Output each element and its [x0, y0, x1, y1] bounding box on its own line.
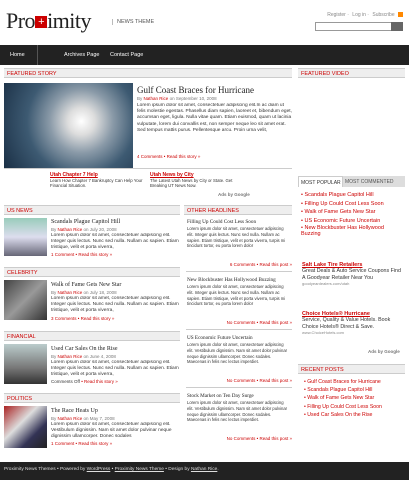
other-title[interactable]: Filling Up Could Cost Less Soon [187, 219, 257, 225]
category-title-politics[interactable]: The Race Heats Up [51, 408, 98, 414]
recent-list [304, 378, 404, 419]
divider [186, 329, 292, 330]
other-links: No Comments • Read this post » [226, 378, 292, 383]
featured-meta: By Nathan Rice on September 10, 2008 [137, 96, 217, 101]
category-links: 3 Comments • Read this story » [51, 316, 115, 321]
register-link[interactable]: Register [327, 12, 346, 18]
sidebar-ad-1[interactable]: Salt Lake Tire Retailers Great Deals & Auto Service Coupons Find A Goodyear Retailer Near You goodyeardealers.com/utah [302, 262, 401, 286]
category-excerpt: Lorem ipsum dolor sit amet, consectetuer adipiscing elit. Integer quis lectus. Nunc sed nulla. Nullam ac sapien. Etiam tristique, velit et porta viverra, [51, 360, 179, 378]
category-image-celebrity[interactable] [4, 280, 47, 320]
category-header-celebrity: CELEBRITY [4, 267, 180, 277]
featured-read-link[interactable]: Read this story » [166, 154, 201, 159]
other-excerpt: Lorem ipsum dolor sit amet, consectetuer adipiscing elit. Vestibulum dignissim. Nam sit amet dolor pulvinar neque dignissim ullamcorper. Donec sodales. Maecenas in felis nec lectus imperdiet. [187, 400, 288, 423]
recent-item[interactable]: • Used Car Sales On the Rise [304, 411, 373, 418]
divider [186, 271, 292, 272]
divider [186, 387, 292, 388]
search-input[interactable] [315, 22, 403, 31]
nav-archives[interactable]: Archives Page [64, 52, 100, 58]
category-meta: By Nathan Rice on July 20, 2008 [51, 227, 117, 232]
category-header-us-news: US NEWS [4, 205, 180, 215]
ad-top-2[interactable]: Utah News by City The Latest Utah News by City or State. Get Breaking UT News Now. [150, 172, 233, 188]
recent-posts-header: RECENT POSTS [298, 364, 405, 374]
search-button[interactable] [391, 22, 403, 31]
category-meta: By Nathan Rice on June 4, 2008 [51, 354, 116, 359]
featured-title[interactable]: Gulf Coast Braces for Hurricane [137, 85, 254, 95]
category-title-celebrity[interactable]: Walk of Fame Gets New Star [51, 282, 122, 288]
popular-item[interactable]: • US Economic Future Uncertain [301, 217, 381, 224]
other-title[interactable]: New Blockbuster Has Hollywood Buzzing [187, 277, 276, 283]
other-excerpt: Lorem ipsum dolor sit amet, consectetuer adipiscing elit. Integer quis lectus. Nunc sed nulla. Nullam ac sapien. Etiam tristique, velit et porta viverra, turpis mi tincidunt tortor, eu porta lorem dolor [187, 284, 286, 307]
category-excerpt: Lorem ipsum dolor sit amet, consectetuer adipiscing elit. Integer quis lectus. Nunc sed nulla. Nullam ac sapien. Etiam tristique, velit et porta viverra, [51, 296, 179, 314]
designer-link[interactable]: Nathan Rice [190, 467, 218, 472]
tab-most-popular[interactable]: MOST POPULAR [298, 176, 343, 187]
category-image-financial[interactable] [4, 344, 47, 384]
recent-item[interactable]: • Gulf Coast Braces for Hurricane [304, 379, 381, 385]
subscribe-link[interactable]: Subscribe [372, 12, 395, 18]
featured-video-header: FEATURED VIDEO [298, 68, 405, 78]
other-title[interactable]: US Economic Future Uncertain [187, 335, 253, 341]
other-headlines-header: OTHER HEADLINES [184, 205, 292, 215]
divider [4, 168, 292, 169]
category-title-financial[interactable]: Used Car Sales On the Rise [51, 346, 118, 352]
featured-comments-link[interactable]: 4 Comments [137, 154, 163, 159]
category-meta: By Nathan Rice on May 7, 2008 [51, 416, 115, 421]
category-image-us-news[interactable] [4, 218, 47, 256]
category-title-us-news[interactable]: Scandals Plague Capitol Hill [51, 219, 121, 225]
logo-text-right: imity [47, 8, 92, 33]
other-excerpt: Lorem ipsum dolor sit amet, consectetuer adipiscing elit. Vestibulum dignissim. Nam sit amet dolor pulvinar neque dignissim ullamcorper. Donec sodales. Maecenas in felis nec lectus imperdiet. [187, 342, 288, 365]
recent-item[interactable]: • Scandals Plague Capitol Hill [304, 387, 373, 394]
other-links: 6 Comments • Read this post » [229, 262, 292, 267]
ads-by-google[interactable]: Ads by Google [218, 192, 250, 197]
other-excerpt: Lorem ipsum dolor sit amet, consectetuer adipiscing elit. Integer quis lectus. Nunc sed nulla. Nullam ac sapien. Etiam tristique, velit et porta viverra, turpis mi tincidunt tortor, eu porta lorem dolor [187, 226, 286, 249]
popular-list [301, 191, 405, 237]
category-image-politics[interactable] [4, 406, 47, 448]
featured-excerpt: Lorem ipsum dolor sit amet, consectetuer adipiscing elit.In ac diam ut felis molestie egestas. Phasellus diam sapien, laoreet et, bibendum eget, accumsan eget, ligula. Nulla vitae quam. Etiam euismod, quam ut lacinia vulputate, lorem dui convallis est, non semper neque leo sit amet erat. Sed tempus mattis purus. Pellentesque arcu. Proin urna velit, [137, 103, 292, 133]
rss-icon [398, 12, 403, 17]
site-tagline: NEWS THEME [112, 19, 154, 25]
category-excerpt: Lorem ipsum dolor sit amet, consectetuer adipiscing elit. Vestibulum dignissim. Nam sit amet dolor pulvinar neque dignissim ullamcorper. Donec sodales [51, 422, 172, 440]
category-links: 1 Comment • Read this story » [51, 441, 113, 446]
wordpress-link[interactable]: WordPress [86, 467, 111, 472]
featured-links: 4 Comments • Read this story » [137, 154, 201, 159]
main-nav [0, 45, 409, 65]
nav-divider [37, 45, 38, 65]
ad-top-1[interactable]: Utah Chapter 7 Help Learn How Chapter 7 Bankruptcy Can Help Your Financial Situation. [50, 172, 143, 188]
theme-link[interactable]: Proximity News Theme [114, 467, 164, 472]
other-title[interactable]: Stock Market on Ten Day Surge [187, 393, 254, 399]
top-links: Register · Log in · Subscribe [325, 12, 403, 18]
footer: Proximity News Themes • Powered by WordPress • Proximity News Theme • Design by Nathan Rice. [0, 462, 409, 480]
popular-item[interactable]: • New Blockbuster Has Hollywood Buzzing [301, 225, 384, 237]
nav-home[interactable]: Home [10, 52, 25, 58]
featured-author-link[interactable]: Nathan Rice [143, 96, 169, 101]
tab-most-commented[interactable]: MOST COMMENTED [343, 176, 405, 187]
site-logo[interactable] [6, 8, 91, 34]
category-header-politics: POLITICS [4, 393, 180, 403]
category-links: 1 Comment • Read this story » [51, 252, 113, 257]
sidebar-ad-2[interactable]: Choice Hotels® Hurricane Service, Quality & Value Hotels. Book Choice Hotels® Direct & Save. www.ChoiceHotels.com [302, 311, 391, 335]
video-player[interactable] [298, 82, 405, 172]
ads-by-google-sidebar[interactable]: Ads by Google [368, 349, 400, 354]
recent-item[interactable]: • Filling Up Could Cost Less Soon [304, 403, 382, 410]
other-links: No Comments • Read this post » [226, 436, 292, 441]
logo-text-left: Pro [6, 8, 36, 33]
nav-contact[interactable]: Contact Page [110, 52, 144, 58]
featured-image[interactable] [4, 83, 133, 168]
category-links: Comments Off • Read this story » [51, 379, 118, 384]
popular-item[interactable]: • Filling Up Could Cost Less Soon [301, 200, 384, 207]
popular-item[interactable]: • Scandals Plague Capitol Hill [301, 192, 374, 198]
category-excerpt: Lorem ipsum dolor sit amet, consectetuer adipiscing elit. Integer quis lectus. Nunc sed nulla. Nullam ac sapien. Etiam tristique, velit et porta viverra, [51, 233, 179, 251]
other-links: No Comments • Read this post » [226, 320, 292, 325]
popular-item[interactable]: • Walk of Fame Gets New Star [301, 209, 376, 215]
category-meta: By Nathan Rice on July 18, 2008 [51, 290, 117, 295]
recent-item[interactable]: • Walk of Fame Gets New Star [304, 395, 375, 402]
category-header-financial: FINANCIAL [4, 331, 180, 341]
logo-plus-icon: + [35, 16, 47, 28]
featured-story-header: FEATURED STORY [4, 68, 292, 78]
login-link[interactable]: Log in [352, 12, 366, 18]
